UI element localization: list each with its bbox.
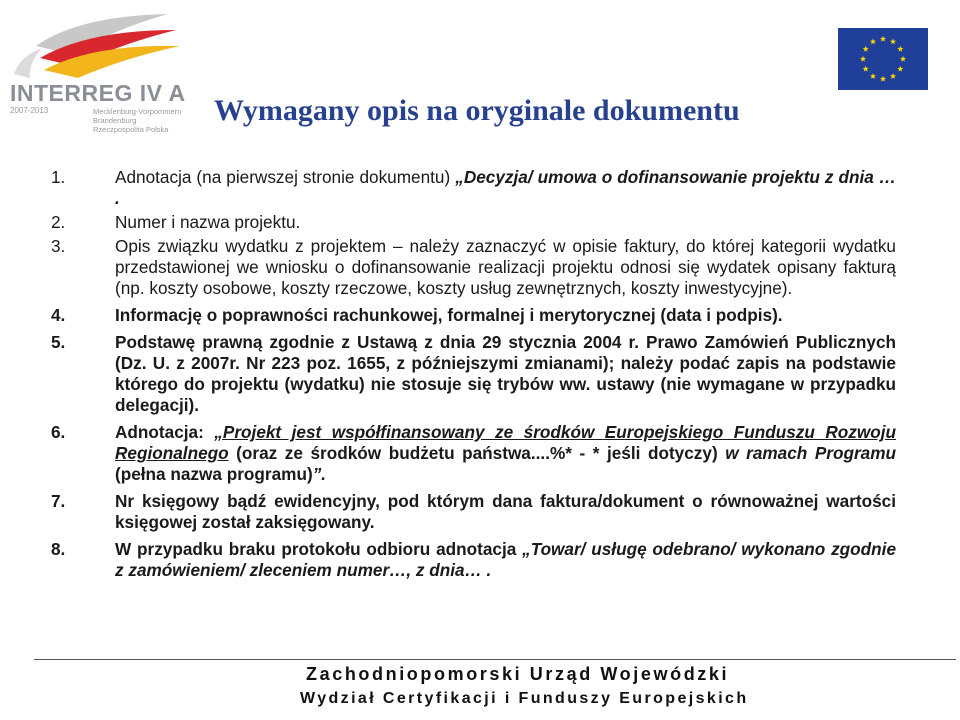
list-item [51, 236, 896, 299]
item-number: 5. [51, 332, 66, 352]
item-number: 1. [51, 167, 66, 187]
eu-flag-icon [838, 28, 928, 90]
list-item [51, 305, 896, 326]
item-text: Podstawę prawną zgodnie z Ustawą z dnia 29 stycznia 2004 r. Prawo Zamówień Publicznych (Dz. U. z 2007r. Nr 223 poz. 1655, z późniejszymi zmianami); należy podać zapis na podstawie którego do projektu (wydatku) nie stosuje się trybów ww. ustawy (nie wymagane w przypadku delegacji). [115, 332, 896, 415]
logo-region: Mecklenburg-Vorpommern [93, 107, 182, 116]
list-item [51, 332, 896, 416]
list-item [51, 491, 896, 533]
footer-department: Wydział Certyfikacji i Funduszy Europejskich [300, 690, 749, 707]
item-text: Nr księgowy bądź ewidencyjny, pod którym dana faktura/dokument o równoważnej wartości księgowej został zaksięgowany. [115, 491, 896, 532]
flag-swoosh-icon [8, 8, 208, 83]
logo-region: Brandenburg [93, 116, 137, 125]
logo-regions [93, 107, 181, 134]
footer-divider [34, 659, 956, 660]
item-number: 3. [51, 236, 66, 256]
page-title: Wymagany opis na oryginale dokumentu [214, 94, 740, 127]
item-text: Informację o poprawności rachunkowej, formalnej i merytorycznej (data i podpis). [115, 305, 783, 325]
logo-region: Rzeczpospolita Polska [93, 125, 169, 134]
item-text: Numer i nazwa projektu. [115, 212, 301, 232]
item-text: W przypadku braku protokołu odbioru adnotacja „Towar/ usługę odebrano/ wykonano zgodnie z zamówieniem/ zleceniem numer…, z dnia… . [115, 539, 897, 580]
requirements-list [51, 167, 896, 587]
list-item [51, 539, 896, 581]
item-number: 7. [51, 491, 66, 511]
item-number: 8. [51, 539, 66, 559]
list-item [51, 422, 896, 485]
item-number: 6. [51, 422, 66, 442]
interreg-logo [8, 8, 208, 138]
item-number: 2. [51, 212, 66, 232]
item-number: 4. [51, 305, 66, 325]
logo-years: 2007-2013 [10, 106, 49, 115]
list-item [51, 212, 896, 233]
footer-office: Zachodniopomorski Urząd Wojewódzki [306, 664, 730, 684]
logo-brand: INTERREG IV A [10, 80, 186, 106]
item-text: Adnotacja (na pierwszej stronie dokumentu) „Decyzja/ umowa o dofinansowanie projektu z dnia … . [115, 167, 897, 208]
item-text: Opis związku wydatku z projektem – należy zaznaczyć w opisie faktury, do której kategorii wydatku przedstawionej we wniosku o dofinansowanie realizacji projektu odnosi się wydatek opisany fakturą (np. koszty osobowe, koszty rzeczowe, koszty usług zewnętrznych, koszty inwestycyjne). [115, 236, 896, 298]
item-text: Adnotacja: „Projekt jest współfinansowany ze środków Europejskiego Funduszu Rozwoju Regionalnego (oraz ze środków budżetu państwa....%* - * jeśli dotyczy) w ramach Programu (pełna nazwa programu)”. [115, 422, 896, 484]
list-item [51, 167, 896, 209]
